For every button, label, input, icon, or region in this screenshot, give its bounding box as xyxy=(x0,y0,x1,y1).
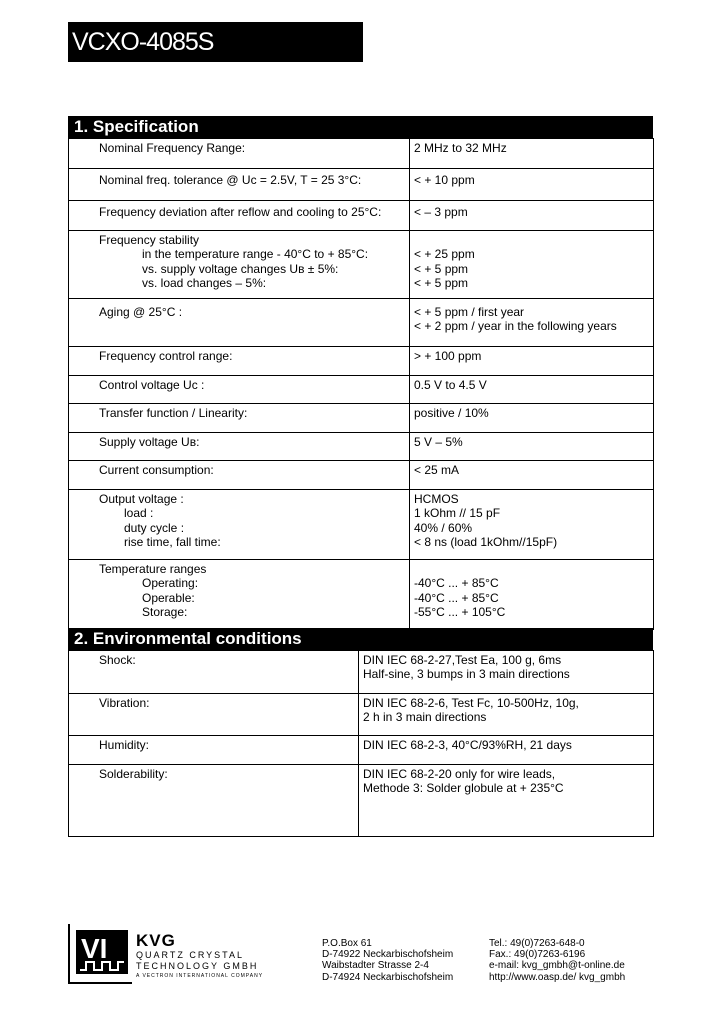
spec-label: Output voltage : xyxy=(99,492,184,506)
env-value: DIN IEC 68-2-27,Test Ea, 100 g, 6ms xyxy=(363,653,562,667)
address-line: D-74924 Neckarbischofsheim xyxy=(322,971,454,983)
company-name-block xyxy=(136,932,263,980)
address-line: P.O.Box 61 xyxy=(322,938,372,949)
spec-value: 0.5 V to 4.5 V xyxy=(410,376,654,404)
spec-label: Nominal freq. tolerance @ Uᴄ = 2.5V, T = 25 3°C: xyxy=(69,169,410,201)
spec-label: Aging @ 25°C : xyxy=(69,299,410,347)
spec-row-current xyxy=(69,461,654,490)
spec-row-aging xyxy=(69,299,654,347)
company-logo xyxy=(68,924,132,984)
spec-sublabel: rise time, fall time: xyxy=(124,534,221,549)
section-heading-environmental: 2. Environmental conditions xyxy=(68,628,653,650)
spec-value: < + 10 ppm xyxy=(410,169,654,201)
company-line: A VECTRON INTERNATIONAL COMPANY xyxy=(136,973,264,979)
spec-label: Frequency deviation after reflow and cooling to 25°C: xyxy=(69,201,410,231)
spec-value: 5 V – 5% xyxy=(410,433,654,461)
spec-value: 1 kOhm // 15 pF xyxy=(414,506,501,521)
address-line: D-74922 Neckarbischofsheim xyxy=(322,949,454,961)
contact-line: e-mail: kvg_gmbh@t-online.de xyxy=(489,960,625,972)
env-value: Half-sine, 3 bumps in 3 main directions xyxy=(363,667,570,682)
env-label: Vibration: xyxy=(69,694,359,736)
spec-value: < + 5 ppm xyxy=(414,261,469,276)
env-value: DIN IEC 68-2-3, 40°C/93%RH, 21 days xyxy=(359,736,654,765)
document-title: VCXO-4085S xyxy=(68,22,363,62)
spec-row-transfer xyxy=(69,404,654,433)
env-row-vibration xyxy=(69,694,654,736)
spec-label: Control voltage Uc : xyxy=(69,376,410,404)
spec-sublabel: Operable: xyxy=(142,590,195,605)
spec-label: Temperature ranges xyxy=(99,562,207,576)
spec-row-nominal-tolerance xyxy=(69,169,654,201)
spec-value: < 25 mA xyxy=(410,461,654,490)
contact-line: http://www.oasp.de/ kvg_gmbh xyxy=(489,971,626,983)
spec-row-reflow xyxy=(69,201,654,231)
spec-value: < – 3 ppm xyxy=(410,201,654,231)
env-label: Humidity: xyxy=(69,736,359,765)
spec-value: < + 25 ppm xyxy=(414,247,475,262)
company-name: KVG xyxy=(136,931,176,950)
specification-table xyxy=(68,138,654,630)
contact-line: Tel.: 49(0)7263-648-0 xyxy=(489,938,585,949)
spec-sublabel: load : xyxy=(124,506,154,521)
spec-row-nominal-range xyxy=(69,139,654,169)
env-row-shock xyxy=(69,651,654,694)
spec-value: < + 5 ppm xyxy=(414,275,469,290)
env-value: Methode 3: Solder globule at + 235°C xyxy=(363,781,564,796)
spec-label: Nominal Frequency Range: xyxy=(69,139,410,169)
section-heading-specification: 1. Specification xyxy=(68,116,653,138)
spec-value: 2 MHz to 32 MHz xyxy=(410,139,654,169)
spec-sublabel: Storage: xyxy=(142,604,188,619)
spec-label: Supply voltage Uʙ: xyxy=(69,433,410,461)
spec-value: 40% / 60% xyxy=(414,520,473,535)
postal-address xyxy=(322,938,453,983)
env-row-solderability xyxy=(69,765,654,837)
env-label: Solderability: xyxy=(69,765,359,837)
spec-row-control-range xyxy=(69,347,654,376)
env-value: DIN IEC 68-2-20 only for wire leads, xyxy=(363,767,556,781)
company-line: TECHNOLOGY GMBH xyxy=(136,961,259,971)
spec-value: -40°C ... + 85°C xyxy=(414,590,499,605)
spec-sublabel: duty cycle : xyxy=(124,520,185,535)
env-row-humidity xyxy=(69,736,654,765)
env-value: DIN IEC 68-2-6, Test Fc, 10-500Hz, 10g, xyxy=(363,696,579,710)
spec-row-supply xyxy=(69,433,654,461)
spec-value: > + 100 ppm xyxy=(410,347,654,376)
contact-info xyxy=(489,938,625,983)
company-line: QUARTZ CRYSTAL xyxy=(136,950,245,960)
spec-value: -40°C ... + 85°C xyxy=(414,576,499,591)
address-line: Waibstadter Strasse 2-4 xyxy=(322,960,429,972)
spec-label: Frequency control range: xyxy=(69,347,410,376)
spec-value: -55°C ... + 105°C xyxy=(414,604,506,619)
spec-value: < 8 ns (load 1kOhm//15pF) xyxy=(414,534,558,549)
spec-sublabel: vs. supply voltage changes Uʙ ± 5%: xyxy=(142,261,339,276)
spec-value: HCMOS xyxy=(414,492,459,506)
spec-row-temperature xyxy=(69,560,654,630)
spec-sublabel: Operating: xyxy=(142,576,199,591)
env-value: 2 h in 3 main directions xyxy=(363,710,487,725)
spec-value: positive / 10% xyxy=(410,404,654,433)
spec-row-stability xyxy=(69,231,654,299)
contact-line: Fax.: 49(0)7263-6196 xyxy=(489,949,586,961)
logo-graphic xyxy=(70,924,132,982)
spec-value: < + 2 ppm / year in the following years xyxy=(414,319,617,334)
spec-label: Frequency stability xyxy=(99,233,200,247)
env-label: Shock: xyxy=(69,651,359,694)
spec-row-control-voltage xyxy=(69,376,654,404)
spec-sublabel: in the temperature range - 40°C to + 85°C: xyxy=(142,247,369,262)
logo-letters: VI xyxy=(81,933,108,964)
spec-label: Transfer function / Linearity: xyxy=(69,404,410,433)
spec-label: Current consumption: xyxy=(69,461,410,490)
spec-sublabel: vs. load changes – 5%: xyxy=(142,275,267,290)
environmental-table xyxy=(68,650,654,837)
spec-value: < + 5 ppm / first year xyxy=(414,305,525,319)
spec-row-output xyxy=(69,490,654,560)
